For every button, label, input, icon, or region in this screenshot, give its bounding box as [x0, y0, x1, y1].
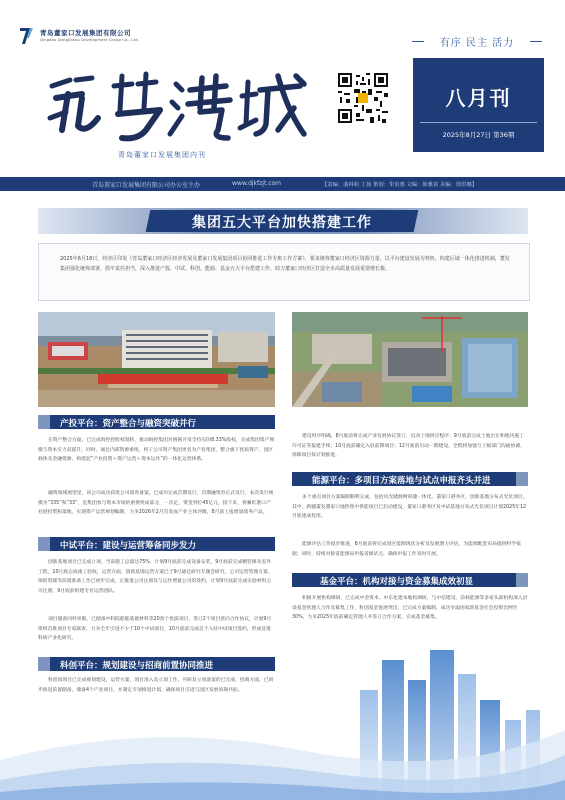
section-title-innovation: 科创平台：规划建设与招商前置协同推进: [60, 661, 214, 671]
info-editors: 【责编：曲林和 丁扬 策划：朱伯惠 文编：陈雅真 美编：徐洪娜】: [322, 182, 478, 188]
info-host: 青岛董家口发展集团有限公司办公室主办: [92, 182, 201, 189]
article-title: 集团五大平台加快搭建工作: [192, 215, 372, 231]
org-name-cn: 青岛董家口发展集团有限公司: [40, 29, 131, 37]
info-bar: [0, 177, 565, 191]
masthead-calligraphy: [42, 68, 312, 148]
org-name-en: Qingdao Dongjiakou Development Group Co., Ltd.: [40, 38, 140, 42]
section-innovation-paragraph: 建设时序明确，8月底前将完成产业发展协议签订，启动土地供应程序；9月底前完成土地出让和地块施工许可证等报建手续；10月底前确定入驻前期项目；12月底前启动一期建设，全程将加强与上级部门沟通协调，保障项目按计划推进。: [292, 434, 525, 458]
group-logo-icon: [18, 26, 34, 46]
section-energy-paragraph: 多个重点项目方案编制顺利完成，包括风光储源网荷储一体化、董家口港务区，创新基地分布式光伏项目。其中，新疆董发董家口地热集中供能项目已启动建设，董家口港务区及中试基地分布式光伏项目计划2025年12月底建成投用。: [292, 495, 528, 519]
issue-date: 2025年8月27日 第36期: [442, 131, 515, 139]
slogan: 有序 民主 活力: [439, 38, 515, 49]
section-title-fund: 基金平台：机构对接与资金募集成效初显: [320, 577, 474, 587]
construction-site-photo: [38, 312, 275, 407]
slogan-rule-right: [530, 41, 542, 42]
section-title-pilot: 中试平台：建设与运营筹备同步发力: [60, 541, 197, 551]
section-innovation-paragraph: 科创园项目已完成规划建设，运营方案，项目准入及立项工作，可研及立项备案的已完成，招商方面，已同步推进前置储备，储备4个产业项目，并制定专项推进计划，确保项目引进与园区发展同频共振。: [38, 678, 274, 693]
qr-code-icon: [338, 73, 388, 123]
issue-divider: [420, 122, 537, 123]
section-title-investment: 产投平台：资产整合与融资突破并行: [60, 419, 197, 429]
section-stripe: [38, 537, 50, 551]
aerial-construction-photo: [292, 312, 528, 407]
info-website[interactable]: www.djkfzjt.com: [232, 180, 282, 187]
section-stripe: [38, 415, 50, 429]
section-investment-paragraph: 融资领域展望里，该公司成功获批公司债券备案，已成功完成首期发行，首期融资券正式发行，本次发行规模为“335”和“33”，是集团参与资本市场的重要组成部分，一次定，资金到位45亿元，接下来，将紧盯港口产业链投资和落地，实现资产运营规划编制，力争2026年2月首发成产业主体评级，8月前上报增量债务产品。: [38, 491, 274, 515]
section-title-energy: 能源平台：多项目方案落地与试点申报齐头并进: [312, 476, 491, 486]
section-pilot-paragraph: 创新基地项目已完成立项，当前施工总量达75%，计划9月底前完成设备安装，9月底前完成精装修及室外工程，10月底完成竣工验收，运营方面，创新基地运营方案已于9月通过研究专题会研究，公司运营管理方案、保险管理等前置准备工作已初步完成，正推进公司注册及与运作增量公司的签约，计划9月底前完成实验材料公司注册，9月底前组建专业运营团队。: [38, 560, 273, 594]
intro-text: 2025年6月18日，经济区印发《青岛董家口经济区经济发展及董家口发展集团项目协同推进工作专班工作方案》，要求统筹董家口经济区资源力量，以平台建设发展为契机，构建区域一体化推进机制，董发集团强化统筹部署，抓牢责任担当，深入推进产投、中试、科创、能源、基金五大平台搭建工作，助力董家口经济区打造全市高质量发展重要增长极。: [60, 256, 510, 272]
section-pilot-paragraph: 项目储备同样亮眼，已储备中科院船舶基础材料等20余个优质项目，签订2个项目意向合作协议，计划9月组织首批项目专家联审，力争全年引进不少于10个中试项目，10月底前完成首个入驻中试项目签约，形成首批科研产业化研究。: [38, 617, 272, 641]
section-energy-paragraph: 能源评估工作稳步推进，8月底前将完成园区能源现状分析及发展潜力评估，为能源配套布局提供科学依据；同时，持续对接省能源局申报省级试点，确保申报工作及时开展。: [292, 542, 521, 557]
masthead-subtitle: 青岛董家口发展集团内刊: [118, 151, 206, 159]
decorative-wave: [0, 700, 565, 800]
section-stripe: [516, 573, 528, 587]
section-investment-paragraph: 在资产整合方面，已完成海控控股权划转，推动海控集团对圆圆开发全持有的8.33%股权，完成集团资产规模与资本实力双提升，同时，通过内部资源重组，将子公司资产集团更名为产投集团，整合旗下优质资产、园区载体及金融资源，构建起“产业投资＋资产运营＋资本运作”的一体化运营体系。: [38, 438, 275, 462]
section-stripe: [38, 657, 50, 671]
section-stripe: [516, 472, 528, 486]
section-fund-paragraph: 积极开展机构调研，已完成中金资本、中东化建本地构调研，与中信建设、前柿能源等多家头部机构深入洽谈基金管理人合作及募集工作，科创基金进展突出，已完成方案编制，成功争取国家新基金社会投资比例至30%，力争2025年底前确定管理人并签订合作方案，完成基金募集。: [292, 596, 528, 620]
issue-title: 八月刊: [445, 86, 512, 110]
